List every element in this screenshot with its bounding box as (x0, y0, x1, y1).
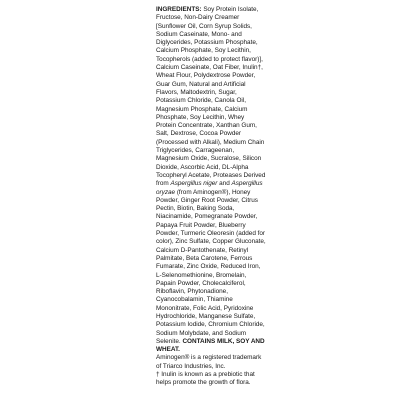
ingredient-label (156, 6, 266, 388)
ingredients-text-part1: Soy Protein Isolate, Fructose, Non-Dairy Creamer [Sunflower Oil, Corn Syrup Solids, Sodium Caseinate, Mono- and Diglycerides, Potassium Phosphate, Calcium Phosphate, Soy Lecithin, Tocopherols (added to protect flavor)], Calcium Caseinate, Oat Fiber, Inulin†, Wheat Flour, Polydextrose Powder, Guar Gum, Natural and Artificial Flavors, Maltodextrin, Sugar, Potassium Chloride, Canola Oil, Magnesium Phosphate, Calcium Phosphate, Soy Lecithin, Whey Protein Concentrate, Xanthan Gum, Salt, Dextrose, Cocoa Powder (Processed with Alkali), Medium Chain Triglycerides, Carrageenan, Magnesium Oxide, Sucralose, Silicon Dioxide, Ascorbic Acid, DL-Alpha Tocopheryl Acetate, Proteases Derived from (156, 6, 266, 188)
trademark-note: Aminogen® is a registered trademark of Triarco Industries, Inc. (156, 354, 262, 370)
aspergillus-niger-text: Aspergillus niger (170, 180, 218, 188)
aspergillus-oryzae-text: Aspergillus oryzae (156, 180, 263, 196)
ingredients-heading: INGREDIENTS: (156, 6, 202, 13)
ingredients-text-part2: (from Aminogen®), Honey Powder, Ginger Root Powder, Citrus Pectin, Biotin, Baking Soda, Niacinamide, Pomegranate Powder, Papaya Fruit Powder, Blueberry Powder, Turmeric Oleoresin (added for color), Zinc Sulfate, Copper Gluconate, Calcium D-Pantothenate, Retinyl Palmitate, Beta Carotene, Ferrous Fumarate, Zinc Oxide, Reduced Iron, L-Selenomethionine, Bromelain, Papain Powder, Cholecalciferol, Riboflavin, Phytonadione, Cyanocobalamin, Thiamine Mononitrate, Folic Acid, Pyridoxine Hydrochloride, Manganese Sulfate, Potassium Iodide, Chromium Chloride, Sodium Molybdate, and Sodium Selenite. (156, 188, 266, 345)
inulin-footnote: † Inulin is known as a prebiotic that helps promote the growth of flora. (156, 371, 255, 387)
allergen-statement: CONTAINS MILK, SOY AND WHEAT. (156, 337, 265, 354)
ingredients-list (156, 6, 266, 354)
and-text: and (217, 180, 232, 188)
